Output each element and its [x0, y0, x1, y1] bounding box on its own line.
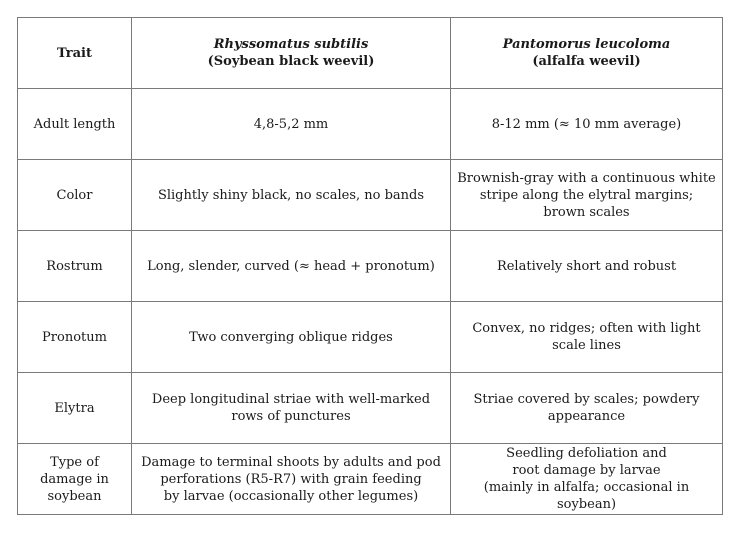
species-a-value: Long, slender, curved (≈ head + pronotum) — [132, 231, 451, 302]
cell-line: Seedling defoliation and — [506, 446, 667, 461]
row-rostrum — [18, 231, 723, 302]
row-color — [18, 160, 723, 231]
species-b-value: 8-12 mm (≈ 10 mm average) — [451, 89, 723, 160]
species-a-value: Two converging oblique ridges — [132, 302, 451, 373]
species-a-scientific-name: Rhyssomatus subtilis — [213, 37, 369, 52]
cell-line: perforations (R5-R7) with grain feeding — [160, 471, 422, 487]
row-adult-length — [18, 89, 723, 160]
trait-label: Adult length — [18, 89, 132, 160]
cell-line: root damage by larvae — [512, 463, 661, 478]
species-a-common-name: (Soybean black weevil) — [207, 54, 375, 69]
header-species-b — [451, 18, 723, 89]
species-a-value: Deep longitudinal striae with well-marked rows of punctures — [132, 373, 451, 444]
species-b-value — [451, 444, 723, 515]
species-b-common-name: (alfalfa weevil) — [532, 54, 641, 69]
species-b-scientific-name: Pantomorus leucoloma — [502, 37, 671, 52]
cell-line: (mainly in alfalfa; occasional in soybean) — [483, 480, 690, 512]
species-a-value: 4,8-5,2 mm — [132, 89, 451, 160]
trait-label: Color — [18, 160, 132, 231]
species-a-value: Slightly shiny black, no scales, no bands — [132, 160, 451, 231]
trait-label: Rostrum — [18, 231, 132, 302]
row-elytra — [18, 373, 723, 444]
species-b-value: Brownish-gray with a continuous white stripe along the elytral margins; brown scales — [451, 160, 723, 231]
header-species-a — [132, 18, 451, 89]
trait-label: Type of damage in soybean — [18, 444, 132, 515]
header-trait: Trait — [18, 18, 132, 89]
header-row — [18, 18, 723, 89]
species-a-value — [132, 444, 451, 515]
row-damage-type — [18, 444, 723, 515]
species-b-value: Convex, no ridges; often with light scale lines — [451, 302, 723, 373]
species-b-value: Striae covered by scales; powdery appearance — [451, 373, 723, 444]
trait-label: Pronotum — [18, 302, 132, 373]
cell-line: by larvae (occasionally other legumes) — [163, 488, 419, 504]
comparison-table — [17, 17, 723, 515]
cell-line: Damage to terminal shoots by adults and pod — [141, 454, 441, 470]
row-pronotum — [18, 302, 723, 373]
species-b-value: Relatively short and robust — [451, 231, 723, 302]
trait-label: Elytra — [18, 373, 132, 444]
